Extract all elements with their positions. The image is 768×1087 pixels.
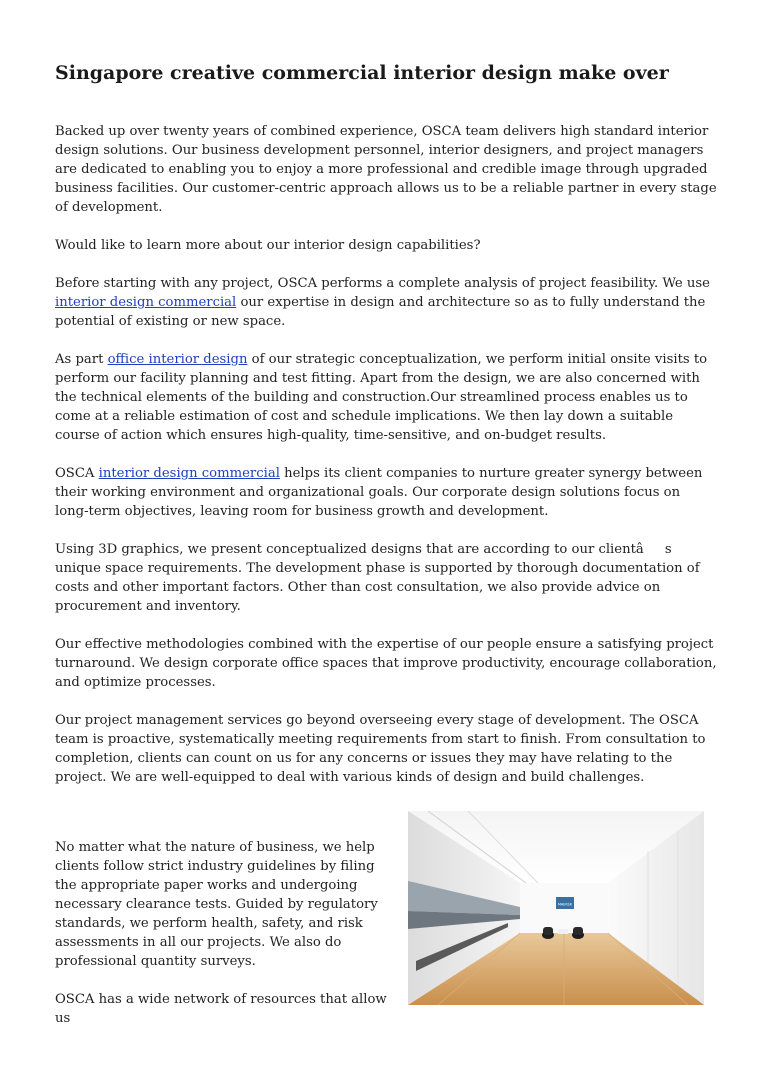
page-title: Singapore creative commercial interior design make over bbox=[55, 62, 669, 84]
text-segment: our expertise in design and architecture so as to fully understand the potential of existing or new space. bbox=[55, 295, 706, 329]
paragraph-3d-graphics: Using 3D graphics, we present conceptualized designs that are according to our clientâs unique space requirements. The development phase is supported by thorough documentation of costs and other important factors. Other than cost consultation, we also provide advice on procurement and inventory. bbox=[55, 542, 700, 614]
sign-text: MAERSK bbox=[557, 902, 573, 907]
paragraph-intro: Backed up over twenty years of combined experience, OSCA team delivers high standard interior design solutions. Our business development personnel, interior designers, and project managers are dedicated to enabling you to enjoy a more professional and credible image through upgraded business facilities. Our customer-centric approach allows us to be a reliable partner in every stage of development. bbox=[55, 124, 717, 215]
text-segment: helps its client companies to nurture greater synergy between their working environment and organizational goals. Our corporate design solutions focus on long-term objectives, leaving room for business growth and development. bbox=[55, 466, 703, 519]
link-interior-design-commercial[interactable]: interior design commercial bbox=[55, 295, 237, 310]
paragraph-conceptualization bbox=[55, 350, 717, 445]
link-office-interior-design[interactable]: office interior design bbox=[107, 352, 248, 367]
paragraph-synergy bbox=[55, 464, 717, 521]
text-segment: of our strategic conceptualization, we perform initial onsite visits to perform our facility planning and test fitting. Apart from the design, we are also concerned with the technical elements of the building and construction.Our streamlined process enables us to come at a reliable estimation of cost and schedule implications. We then lay down a suitable course of action which ensures high-quality, time-sensitive, and on-budget results. bbox=[55, 352, 708, 443]
lower-text-column bbox=[55, 838, 399, 1047]
paragraph-question: Would like to learn more about our interior design capabilities? bbox=[55, 238, 481, 253]
text-segment: Before starting with any project, OSCA performs a complete analysis of project feasibility. We use bbox=[55, 276, 710, 291]
paragraph-network: OSCA has a wide network of resources that allow us bbox=[55, 992, 387, 1026]
link-interior-design-commercial-2[interactable]: interior design commercial bbox=[98, 466, 280, 481]
article-body bbox=[55, 122, 717, 806]
text-segment: OSCA bbox=[55, 466, 99, 481]
paragraph-project-management: Our project management services go beyond overseeing every stage of development. The OSCA team is proactive, systematically meeting requirements from start to finish. From consultation to completion, clients can count on us for any concerns or issues they may have relating to the project. We are well-equipped to deal with various kinds of design and build challenges. bbox=[55, 713, 706, 785]
paragraph-feasibility bbox=[55, 274, 717, 331]
paragraph-methodologies: Our effective methodologies combined with the expertise of our people ensure a satisfying project turnaround. We design corporate office spaces that improve productivity, encourage collaboration, and optimize processes. bbox=[55, 637, 717, 690]
paragraph-guidelines: No matter what the nature of business, we help clients follow strict industry guidelines by filing the appropriate paper works and undergoing necessary clearance tests. Guided by regulatory standards, we perform health, safety, and risk assessments in all our projects. We also do professional quantity surveys. bbox=[55, 840, 378, 969]
office-interior-photo bbox=[408, 811, 704, 1005]
text-segment: As part bbox=[55, 352, 108, 367]
